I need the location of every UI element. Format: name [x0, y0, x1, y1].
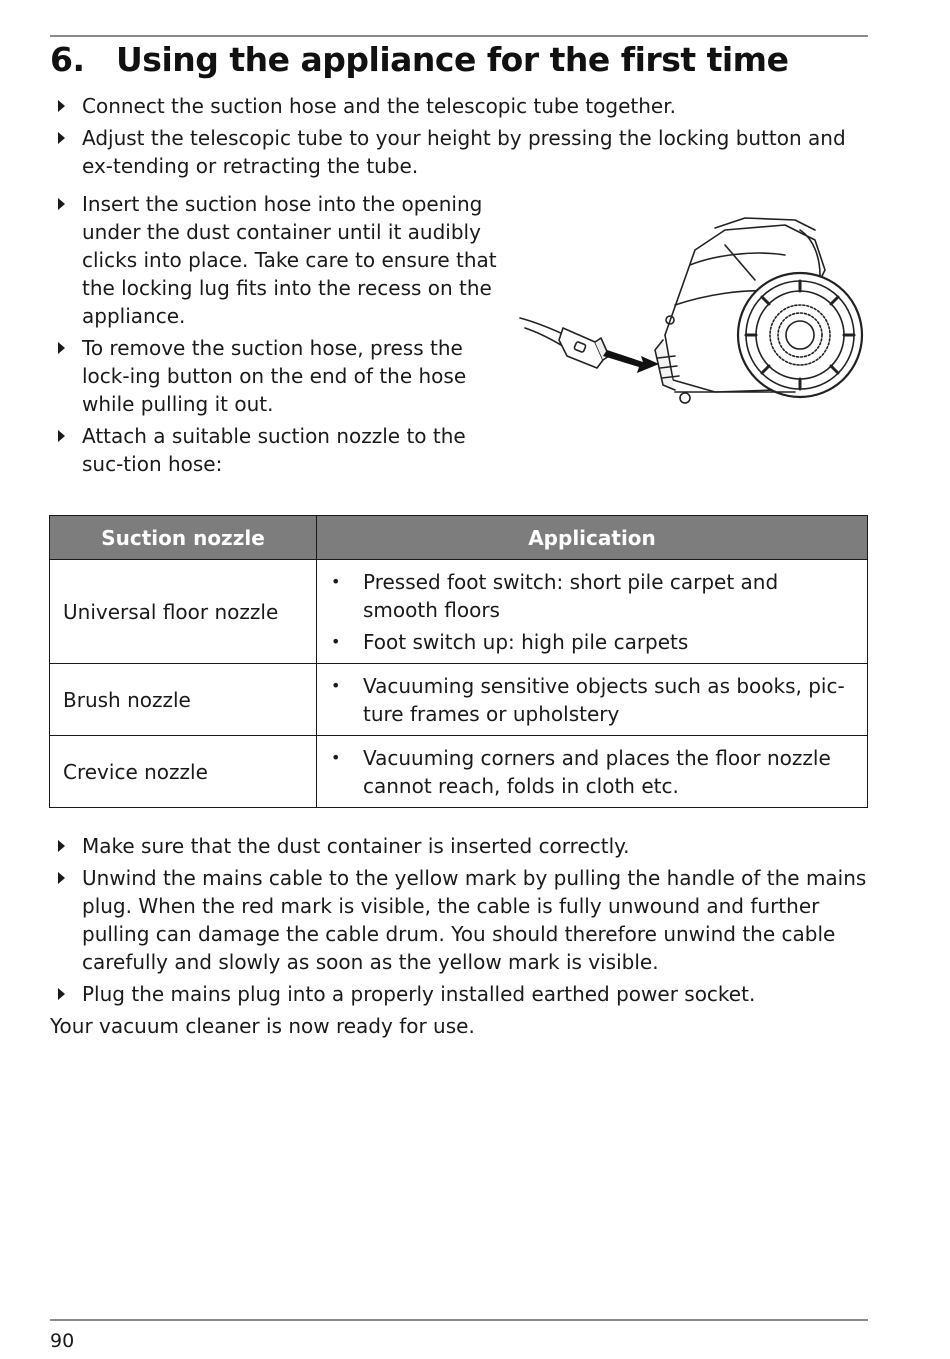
- bullet-dot-icon: •: [331, 572, 341, 591]
- suction-nozzle-table: [49, 515, 868, 808]
- section-title: [50, 40, 788, 79]
- column-header-application: Application: [317, 516, 868, 560]
- application-item: [329, 672, 857, 728]
- nozzle-name: Crevice nozzle: [50, 736, 317, 808]
- application-item-text: Foot switch up: high pile carpets: [363, 630, 689, 654]
- intro-steps: [50, 92, 868, 184]
- vacuum-cleaner-illustration: [515, 210, 870, 415]
- bullet-dot-icon: •: [331, 748, 341, 767]
- intro-step-text: Adjust the telescopic tube to your height by pressing the locking button and ex-tending or retracting the tube.: [82, 126, 846, 178]
- intro-step: [50, 92, 868, 120]
- application-item: [329, 568, 857, 624]
- application-list: [329, 744, 857, 800]
- intro-step: [50, 124, 868, 180]
- hose-step-text: Attach a suitable suction nozzle to the suc-tion hose:: [82, 424, 466, 476]
- application-item-text: Pressed foot switch: short pile carpet and smooth floors: [363, 570, 779, 622]
- table-row: [50, 664, 868, 736]
- application-item-text: Vacuuming sensitive objects such as books, pic-ture frames or upholstery: [363, 674, 845, 726]
- triangle-bullet-icon: [58, 430, 65, 442]
- triangle-bullet-icon: [58, 988, 65, 1000]
- page-number: 90: [50, 1330, 75, 1352]
- bullet-dot-icon: •: [331, 676, 341, 695]
- triangle-bullet-icon: [58, 198, 65, 210]
- final-step-text: Plug the mains plug into a properly installed earthed power socket.: [82, 982, 756, 1006]
- closing-text: Your vacuum cleaner is now ready for use.: [50, 1014, 475, 1038]
- final-step-text: Unwind the mains cable to the yellow mark by pulling the handle of the mains plug. When the red mark is visible, the cable is fully unwound and further pulling can damage the cable drum. You should therefore unwind the cable carefully and slowly as soon as the yellow mark is visible.: [82, 866, 867, 974]
- final-step: [50, 864, 868, 976]
- triangle-bullet-icon: [58, 100, 65, 112]
- triangle-bullet-icon: [58, 840, 65, 852]
- nozzle-name: Brush nozzle: [50, 664, 317, 736]
- final-step: [50, 980, 868, 1008]
- vacuum-cleaner-hose-insertion-icon: [515, 210, 870, 415]
- section-title-text: Using the appliance for the first time: [116, 40, 789, 79]
- hose-step: [50, 190, 505, 330]
- top-rule: [50, 35, 868, 37]
- hose-step-text: To remove the suction hose, press the lock-ing button on the end of the hose while pulling it out.: [82, 336, 467, 416]
- application-item-text: Vacuuming corners and places the floor nozzle cannot reach, folds in cloth etc.: [363, 746, 831, 798]
- table-row: [50, 736, 868, 808]
- triangle-bullet-icon: [58, 342, 65, 354]
- application-list: [329, 568, 857, 656]
- hose-steps: [50, 190, 505, 482]
- nozzle-application: [317, 664, 868, 736]
- nozzle-application: [317, 736, 868, 808]
- intro-step-text: Connect the suction hose and the telescopic tube together.: [82, 94, 676, 118]
- bottom-rule: [50, 1319, 868, 1321]
- triangle-bullet-icon: [58, 872, 65, 884]
- hose-step: [50, 422, 505, 478]
- final-steps: [50, 832, 868, 1012]
- final-step: [50, 832, 868, 860]
- hose-step: [50, 334, 505, 418]
- nozzle-name: Universal floor nozzle: [50, 560, 317, 664]
- bullet-dot-icon: •: [331, 632, 341, 651]
- hose-step-text: Insert the suction hose into the opening under the dust container until it audibly clicks into place. Take care to ensure that the locking lug fits into the recess on the appliance.: [82, 192, 497, 328]
- application-item: [329, 744, 857, 800]
- nozzle-application: [317, 560, 868, 664]
- triangle-bullet-icon: [58, 132, 65, 144]
- final-step-text: Make sure that the dust container is inserted correctly.: [82, 834, 630, 858]
- application-item: [329, 628, 857, 656]
- column-header-suction-nozzle: Suction nozzle: [50, 516, 317, 560]
- section-number: 6.: [50, 40, 85, 79]
- table-row: [50, 560, 868, 664]
- application-list: [329, 672, 857, 728]
- table-header-row: [50, 516, 868, 560]
